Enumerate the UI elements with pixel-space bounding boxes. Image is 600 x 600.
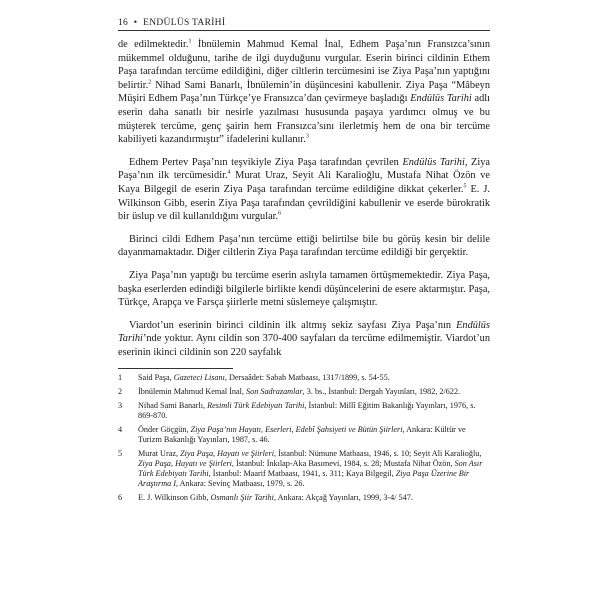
text-run: Viardot’un eserinin birinci cildinin ilk altmış sekiz sayfası Ziya Paşa’nın — [129, 319, 457, 331]
footnote-number: 4 — [118, 424, 123, 434]
footnote — [118, 401, 490, 421]
footnote-text: Önder Göçgün, Ziya Paşa’nın Hayatı, Eserleri, Edebî Şahsiyeti ve Bütün Şiirleri, Ankara: Kültür ve Turizm Bakanlığı Yayınları, 1987, s. 46. — [138, 424, 466, 444]
text-run: İbnülemin Mahmud Kemal İnal, Edhem Paşa’nın Fransızca’sının mükemmel olduğunu, tarihe de ilgi duyduğunu vurgular. Eserin birinci cildinin Ethem Paşa tarafından tercüme edildiğini, diğer ciltlerin tercümesini ise Ziya Paşa’nın yaptığını belirtir. — [118, 39, 490, 91]
footnote-number: 6 — [118, 493, 123, 502]
text-run: Edhem Pertev Paşa’nın teşvikiyle Ziya Paşa tarafından çevrilen — [129, 156, 403, 168]
footnote — [118, 449, 490, 490]
running-title: ENDÜLÜS TARİHİ — [143, 18, 226, 28]
footnote — [118, 387, 490, 397]
footnote — [118, 373, 490, 383]
paragraph-2 — [118, 156, 490, 224]
paragraph-4: Ziya Paşa’nın yaptığı bu tercüme eserin aslıyla tamamen örtüşmemektedir. Ziya Paşa, başka eserlerden edindiği bilgilerle birlikte kendi düşüncelerini de esere aktarmıştır. Paşa, Türkçe, Arapça ve Farsça şiirlerle metni süslemeye çalışmıştır. — [118, 269, 490, 309]
footnote-text: E. J. Wilkinson Gibb, Osmanlı Şiir Tarihi, Ankara: Akçağ Yayınları, 1999, 3-4/ 547. — [138, 493, 413, 502]
footnote-number: 5 — [118, 448, 123, 458]
footnote-number: 1 — [118, 373, 123, 383]
footnote-ref: 4 — [227, 169, 231, 176]
footnote-text: Nihad Sami Banarlı, Resimli Türk Edebiyatı Tarihi, İstanbul: Millî Eğitim Bakanlığı Yayınları, 1976, s. 869-870. — [138, 400, 476, 421]
text-run: Nihad Sami Banarlı, İbnülemin’in düşüncesini kabullenir. Ziya Paşa “Mâbeyn Müşiri Edhem Paşa’nın Türkçe’ye Fransızca’dan çevirmeye başladığı — [118, 79, 490, 105]
footnote-ref: 5 — [463, 183, 467, 190]
footnote-ref: 1 — [188, 38, 192, 45]
text-run: Murat Uraz, Seyit Ali Karalioğlu, Mustafa Nihat Özön ve Kaya Bilgegil de eserin Ziya Paşa tarafından tercüme edildiğine dikkat çekerler. — [118, 170, 490, 195]
book-page — [118, 18, 490, 507]
footnote-separator — [118, 368, 233, 369]
book-title-italic: Endülüs Tarihi — [402, 156, 465, 168]
paragraph-5 — [118, 319, 490, 360]
text-run: ’nde yoktur. Aynı cildin son 370-400 sayfaları da tercüme edilmemiştir. Viardot’un eserinin ikinci cildinin son 220 sayfalık — [118, 333, 490, 358]
book-title-italic: Endülüs Tarihi — [118, 319, 490, 345]
footnote — [118, 493, 490, 503]
footnote-number: 2 — [118, 387, 123, 397]
footnote-ref: 6 — [278, 210, 282, 217]
footnote — [118, 425, 490, 445]
text-run: adlı eserin daha sanatlı bir nesirle yazılması hususunda paşaya yardımcı olmuş ve bu müşterek tercüme, genç şairin hem Fransızca’sını ilerletmiş hem de ona bir tercüme kabiliyeti kazandırmıştır” ifadelerini kullanır. — [118, 93, 490, 146]
running-head — [118, 18, 490, 31]
text-run: E. J. Wilkinson Gibb, eserin Ziya Paşa tarafından çevrildiğini kabullenir ve eserde bürokratik bir üslup ve dil kullanıldığını vurgular. — [118, 183, 490, 223]
footnote-ref: 2 — [148, 79, 152, 86]
paragraph-3: Birinci cildi Edhem Paşa’nın tercüme ettiği belirtilse bile bu görüş kesin bir delile dayanmamaktadır. Diğer ciltlerin Ziya Paşa tarafından tercüme edildiği bir gerçektir. — [118, 233, 490, 259]
footnote-ref: 3 — [305, 133, 309, 140]
page-number: 16 — [118, 18, 129, 28]
header-bullet: • — [133, 18, 138, 28]
text-run: , Ziya Paşa’nın ilk tercümesidir. — [118, 156, 490, 182]
footnote-text: Murat Uraz, Ziya Paşa, Hayatı ve Şiirleri, İstanbul: Nümune Matbaası, 1946, s. 10; Seyit Ali Karalioğlu, Ziya Paşa, Hayatı ve Şiirleri, İstanbul: İnkılap-Aka Basımevi, 1984, s. 28; Mustafa Nihat Özön, Son Asır Türk Edebiyatı Tarihi, İstanbul: Maarif Matbaası, 1941, s. 311; Kaya Bilgegil, Ziya Paşa Üzerine Bir Araştırma I, Ankara: Sevinç Matbaası, 1979, s. 26. — [138, 448, 483, 489]
book-title-italic: Endülüs Tarihi — [410, 93, 472, 105]
text-run: de edilmektedir. — [118, 39, 189, 50]
paragraph-1 — [118, 38, 490, 147]
footnote-number: 3 — [118, 400, 123, 410]
footnote-text: İbnülemin Mahmud Kemal İnal, Son Sadrazamlar, 3. bs., İstanbul: Dergah Yayınları, 1982, 2/622. — [138, 387, 461, 397]
footnote-text: Said Paşa, Gazeteci Lisanı, Dersaâdet: Sabah Matbaası, 1317/1899, s. 54-55. — [138, 373, 390, 383]
